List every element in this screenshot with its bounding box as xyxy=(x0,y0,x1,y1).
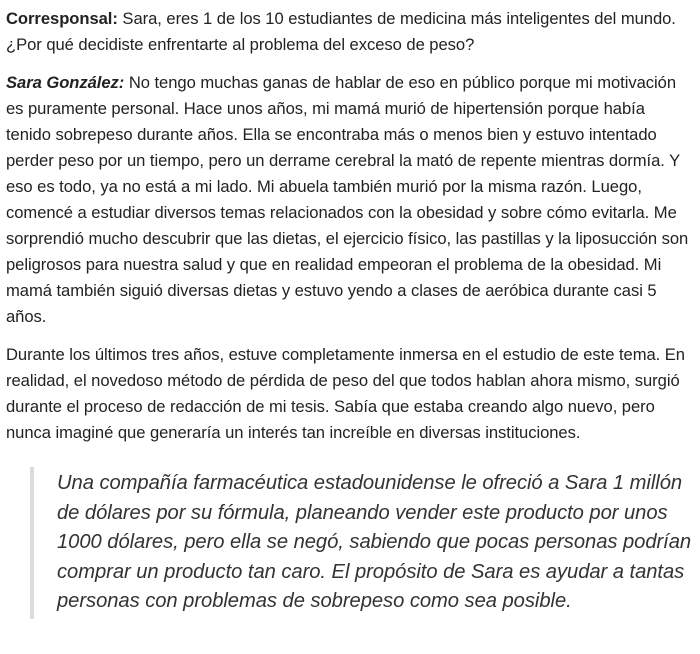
answer-continuation-paragraph xyxy=(6,342,694,446)
pull-quote-text: Una compañía farmacéutica estadounidense le ofreció a Sara 1 millón de dólares por su fórmula, planeando vender este producto por unos 1000 dólares, pero ella se negó, sabiendo que pocas personas podrían comprar un producto tan caro. El propósito de Sara es ayudar a tantas personas con problemas de sobrepeso como sea posible. xyxy=(57,472,692,612)
continuation-text: Durante los últimos tres años, estuve completamente inmersa en el estudio de este tema. En realidad, el novedoso método de pérdida de peso del que todos hablan ahora mismo, surgió durante el proceso de redacción de mi tesis. Sabía que estaba creando algo nuevo, pero nunca imaginé que generaría un interés tan increíble en diversas instituciones. xyxy=(6,345,685,442)
pull-quote xyxy=(30,467,692,619)
question-text: Sara, eres 1 de los 10 estudiantes de medicina más inteligentes del mundo. ¿Por qué decidiste enfrentarte al problema del exceso de peso? xyxy=(6,9,676,54)
interview-answer-paragraph xyxy=(6,70,694,330)
interview-question-paragraph xyxy=(6,6,694,58)
answer-text: No tengo muchas ganas de hablar de eso en público porque mi motivación es puramente personal. Hace unos años, mi mamá murió de hipertensión porque había tenido sobrepeso durante años. Ella se encontraba más o menos bien y estuvo intentado perder peso por un tiempo, pero un derrame cerebral la mató de repente mientras dormía. Y eso es todo, ya no está a mi lado. Mi abuela también murió por la misma razón. Luego, comencé a estudiar diversos temas relacionados con la obesidad y sobre cómo evitarla. Me sorprendió mucho descubrir que las dietas, el ejercicio físico, las pastillas y la liposucción son peligrosos para nuestra salud y que en realidad empeoran el problema de la obesidad. Mi mamá también siguió diversas dietas y estuvo yendo a clases de aeróbica durante casi 5 años. xyxy=(6,73,689,326)
speaker-label-sara: Sara González: xyxy=(6,73,125,92)
speaker-label-correspondent: Corresponsal: xyxy=(6,9,118,28)
